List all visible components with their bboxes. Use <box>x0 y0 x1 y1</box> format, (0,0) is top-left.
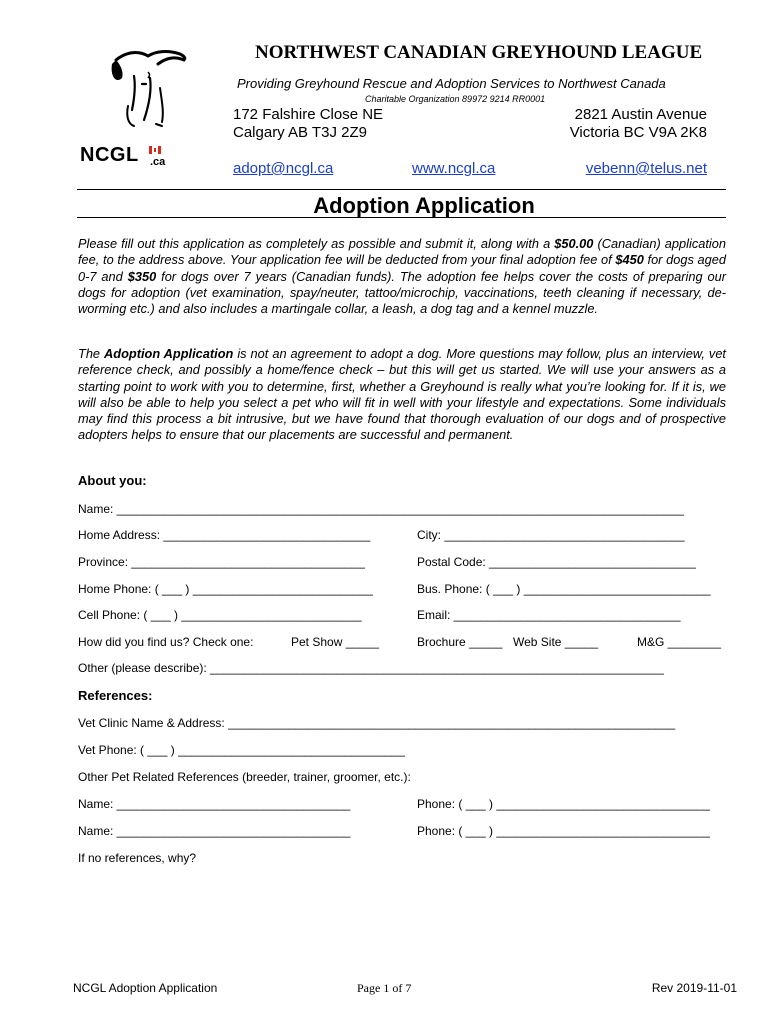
about-heading: About you: <box>78 473 147 488</box>
references-heading: References: <box>78 688 153 703</box>
reference-name-2[interactable]: Name: ___________________________________ <box>78 824 351 838</box>
email-link[interactable]: adopt@ncgl.ca <box>233 160 334 177</box>
contact-email-link[interactable]: vebenn@telus.net <box>585 160 707 177</box>
name-field[interactable]: Name: _____________________________________________________________________________________ <box>78 502 684 516</box>
intro-paragraph-1: Please fill out this application as completely as possible and submit it, along with a $50.00 (Canadian) application fee, to the address above. Your application fee will be deducted from your final adoption fee of $450 for dogs aged 0-7 and $350 for dogs over 7 years (Canadian funds). The adoption fee helps cover the costs of preparing our dogs for adoption (vet examination, spay/neuter, tattoo/microchip, vaccinations, teeth cleaning if necessary, de-worming etc.) and also includes a martingale collar, a leash, a dog tag and a kennel muzzle. <box>78 236 726 317</box>
pet-show-option[interactable]: Pet Show _____ <box>291 635 380 649</box>
postal-code-field[interactable]: Postal Code: _______________________________ <box>417 555 696 569</box>
charity-number: Charitable Organization 89972 9214 RR0001 <box>365 94 546 104</box>
vet-clinic-field[interactable]: Vet Clinic Name & Address: ___________________________________________________________________ <box>78 716 676 730</box>
other-field[interactable]: Other (please describe): ____________________________________________________________________ <box>78 661 664 675</box>
email-field[interactable]: Email: __________________________________ <box>417 608 681 622</box>
canada-flag-icon <box>149 146 161 154</box>
bus-phone-field[interactable]: Bus. Phone: ( ___ ) ____________________________ <box>417 582 711 596</box>
no-references-label: If no references, why? <box>78 851 197 865</box>
tagline: Providing Greyhound Rescue and Adoption Services to Northwest Canada <box>237 76 666 91</box>
find-us-label: How did you find us? Check one: <box>78 635 254 649</box>
home-address-field[interactable]: Home Address: _______________________________ <box>78 528 371 542</box>
reference-phone-1[interactable]: Phone: ( ___ ) ________________________________ <box>417 797 710 811</box>
header-divider <box>77 189 726 190</box>
title-divider <box>77 217 726 218</box>
vet-phone-field[interactable]: Vet Phone: ( ___ ) __________________________________ <box>78 743 405 757</box>
logo-wordmark: NCGL <box>80 144 139 166</box>
brochure-option[interactable]: Brochure _____ <box>417 635 503 649</box>
reference-name-1[interactable]: Name: ___________________________________ <box>78 797 351 811</box>
footer-left: NCGL Adoption Application <box>73 981 218 995</box>
province-field[interactable]: Province: ___________________________________ <box>78 555 365 569</box>
page-title: Adoption Application <box>313 193 535 218</box>
intro-paragraph-2: The Adoption Application is not an agreement to adopt a dog. More questions may follow, plus an interview, vet reference check, and possibly a home/fence check – but this will get us started. We will use your answers as a starting point to work with you to determine, first, whether a Greyhound is really what you’re looking for. If it is, we will also be able to help you select a pet who will fit in well with your lifestyle and expectations. Some individuals may find this process a bit intrusive, but we have found that thorough evaluation of our dogs and of prospective adopters helps to ensure that our placements are successful and permanent. <box>78 346 726 443</box>
cell-phone-field[interactable]: Cell Phone: ( ___ ) ___________________________ <box>78 608 362 622</box>
logo-suffix: .ca <box>150 156 166 168</box>
footer-revision: Rev 2019-11-01 <box>651 981 737 995</box>
ncgl-logo <box>76 48 194 176</box>
web-site-option[interactable]: Web Site _____ <box>513 635 599 649</box>
city-field[interactable]: City: ____________________________________ <box>417 528 685 542</box>
address-right-line1: 2821 Austin Avenue <box>574 106 707 123</box>
footer-page-number: Page 1 of 7 <box>357 981 412 995</box>
other-references-label: Other Pet Related References (breeder, trainer, groomer, etc.): <box>78 770 411 784</box>
mg-option[interactable]: M&G ________ <box>637 635 722 649</box>
address-left-line2: Calgary AB T3J 2Z9 <box>233 124 367 141</box>
home-phone-field[interactable]: Home Phone: ( ___ ) ___________________________ <box>78 582 373 596</box>
website-link[interactable]: www.ncgl.ca <box>412 160 496 177</box>
reference-phone-2[interactable]: Phone: ( ___ ) ________________________________ <box>417 824 710 838</box>
address-left-line1: 172 Falshire Close NE <box>233 106 384 123</box>
org-name: NORTHWEST CANADIAN GREYHOUND LEAGUE <box>255 42 703 63</box>
address-right-line2: Victoria BC V9A 2K8 <box>569 124 707 141</box>
